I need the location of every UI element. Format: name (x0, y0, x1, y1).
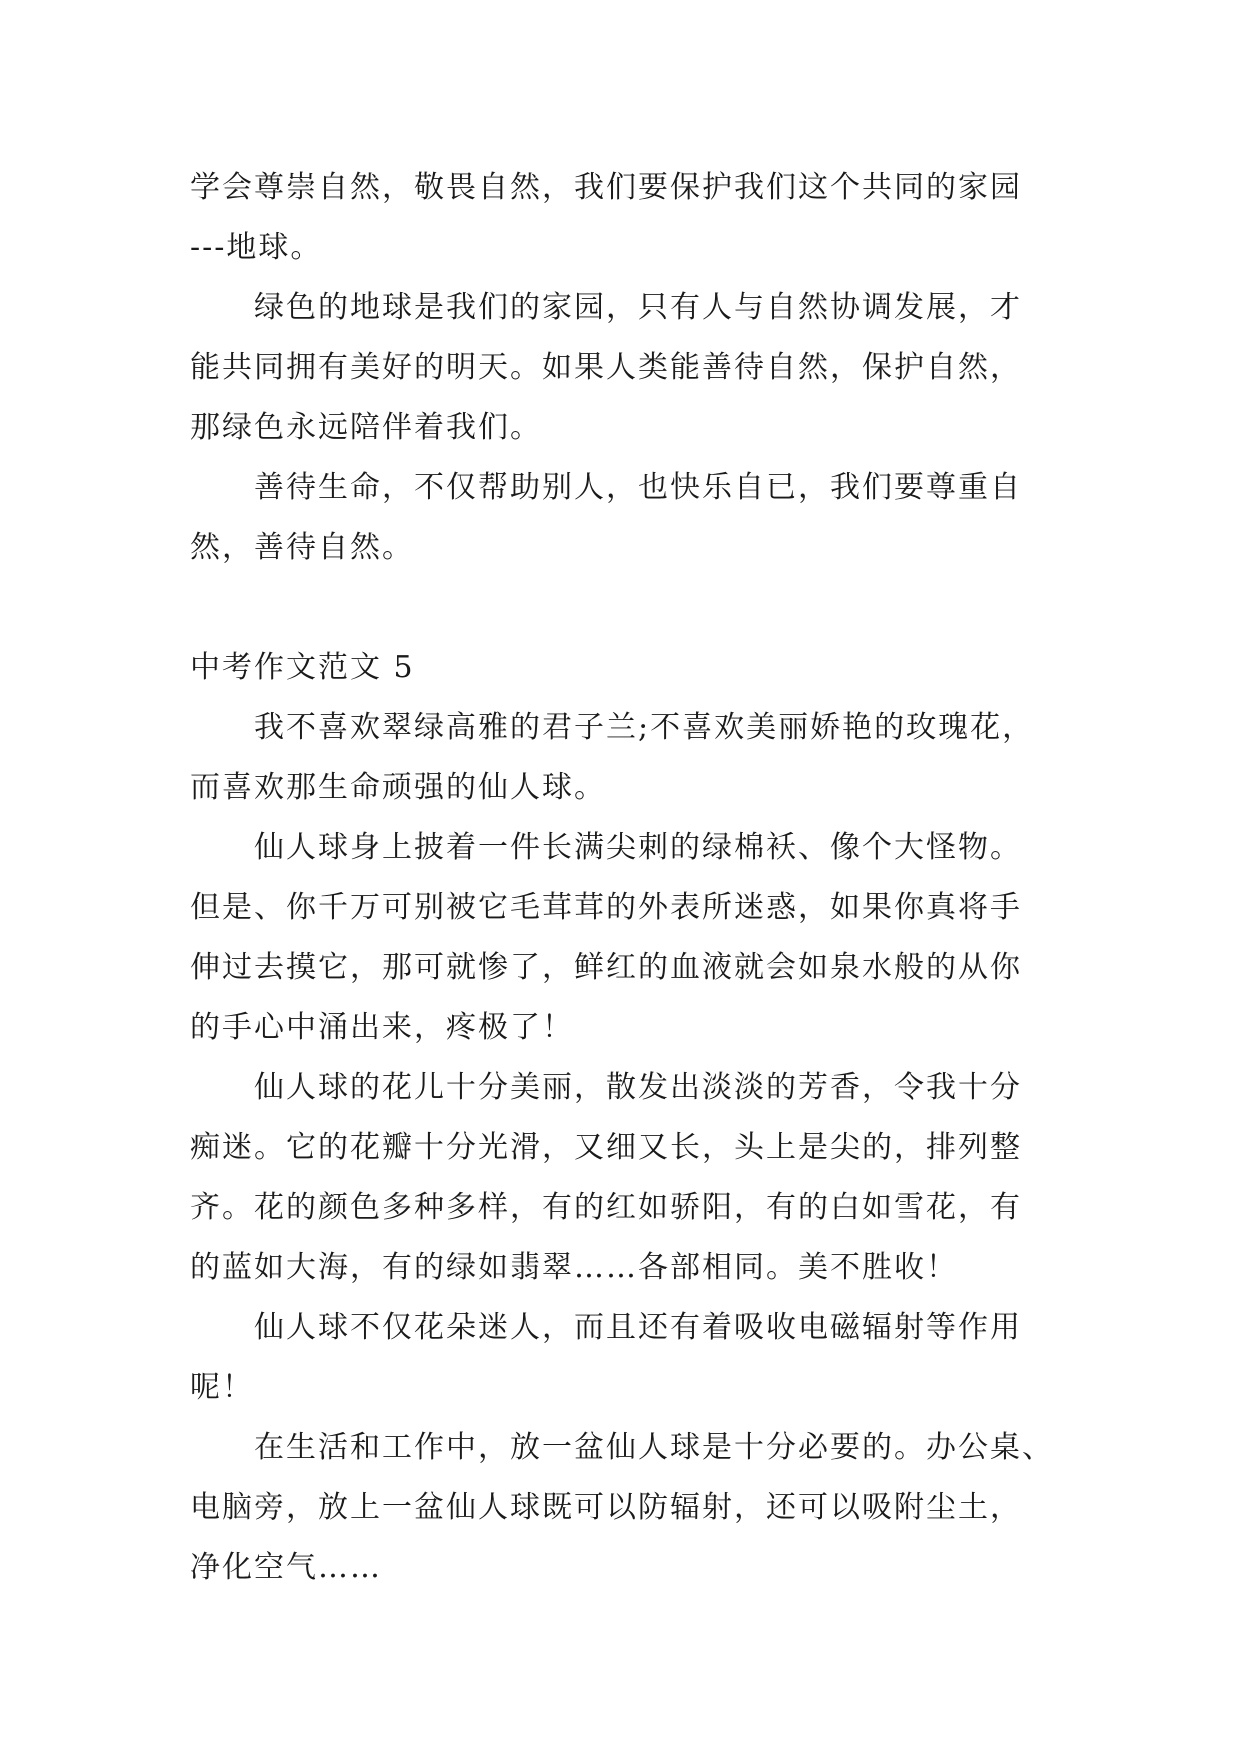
paragraph-treat-life (190, 458, 1060, 578)
text-line: 呢！ (190, 1370, 254, 1405)
text-line: 仙人球身上披着一件长满尖刺的绿棉袄、像个大怪物。 (254, 830, 1022, 865)
text-line: 但是、你千万可别被它毛茸茸的外表所迷惑，如果你真将手 (190, 890, 1022, 925)
text-line: 绿色的地球是我们的家园，只有人与自然协调发展，才 (254, 290, 1022, 325)
text-line: 齐。花的颜色多种多样，有的红如骄阳，有的白如雪花，有 (190, 1190, 1022, 1225)
text-line: 痴迷。它的花瓣十分光滑，又细又长，头上是尖的，排列整 (190, 1130, 1022, 1165)
paragraph-cactus-flowers (190, 1058, 1060, 1298)
text-line: 然，善待自然。 (190, 530, 414, 565)
paragraph-green-earth (190, 278, 1060, 458)
paragraph-protect-earth (190, 158, 1060, 278)
text-line: 净化空气…… (190, 1550, 382, 1585)
text-line: 的手心中涌出来，疼极了！ (190, 1010, 574, 1045)
text-line: 的蓝如大海，有的绿如翡翠……各部相同。美不胜收！ (190, 1250, 958, 1285)
text-line: 我不喜欢翠绿高雅的君子兰;不喜欢美丽娇艳的玫瑰花， (254, 710, 1035, 745)
paragraph-cactus-intro (190, 698, 1060, 818)
paragraph-cactus-usefulness (190, 1418, 1060, 1598)
text-line: 电脑旁，放上一盆仙人球既可以防辐射，还可以吸附尘土， (190, 1490, 1022, 1525)
section-heading: 中考作文范文 5 (190, 650, 415, 685)
text-line: 伸过去摸它，那可就惨了，鲜红的血液就会如泉水般的从你 (190, 950, 1022, 985)
section-gap (190, 578, 1060, 638)
text-line: 仙人球的花儿十分美丽，散发出淡淡的芳香，令我十分 (254, 1070, 1022, 1105)
text-line: 善待生命，不仅帮助别人，也快乐自已，我们要尊重自 (254, 470, 1022, 505)
text-line: 学会尊崇自然，敬畏自然，我们要保护我们这个共同的家园 (190, 170, 1022, 205)
paragraph-cactus-spikes (190, 818, 1060, 1058)
paragraph-cactus-radiation (190, 1298, 1060, 1418)
text-line: ---地球。 (190, 230, 323, 265)
text-line: 能共同拥有美好的明天。如果人类能善待自然，保护自然， (190, 350, 1022, 385)
text-line: 而喜欢那生命顽强的仙人球。 (190, 770, 606, 805)
text-line: 在生活和工作中，放一盆仙人球是十分必要的。办公桌、 (254, 1430, 1054, 1465)
text-line: 那绿色永远陪伴着我们。 (190, 410, 542, 445)
text-line: 仙人球不仅花朵迷人，而且还有着吸收电磁辐射等作用 (254, 1310, 1022, 1345)
document-body (190, 158, 1060, 1598)
